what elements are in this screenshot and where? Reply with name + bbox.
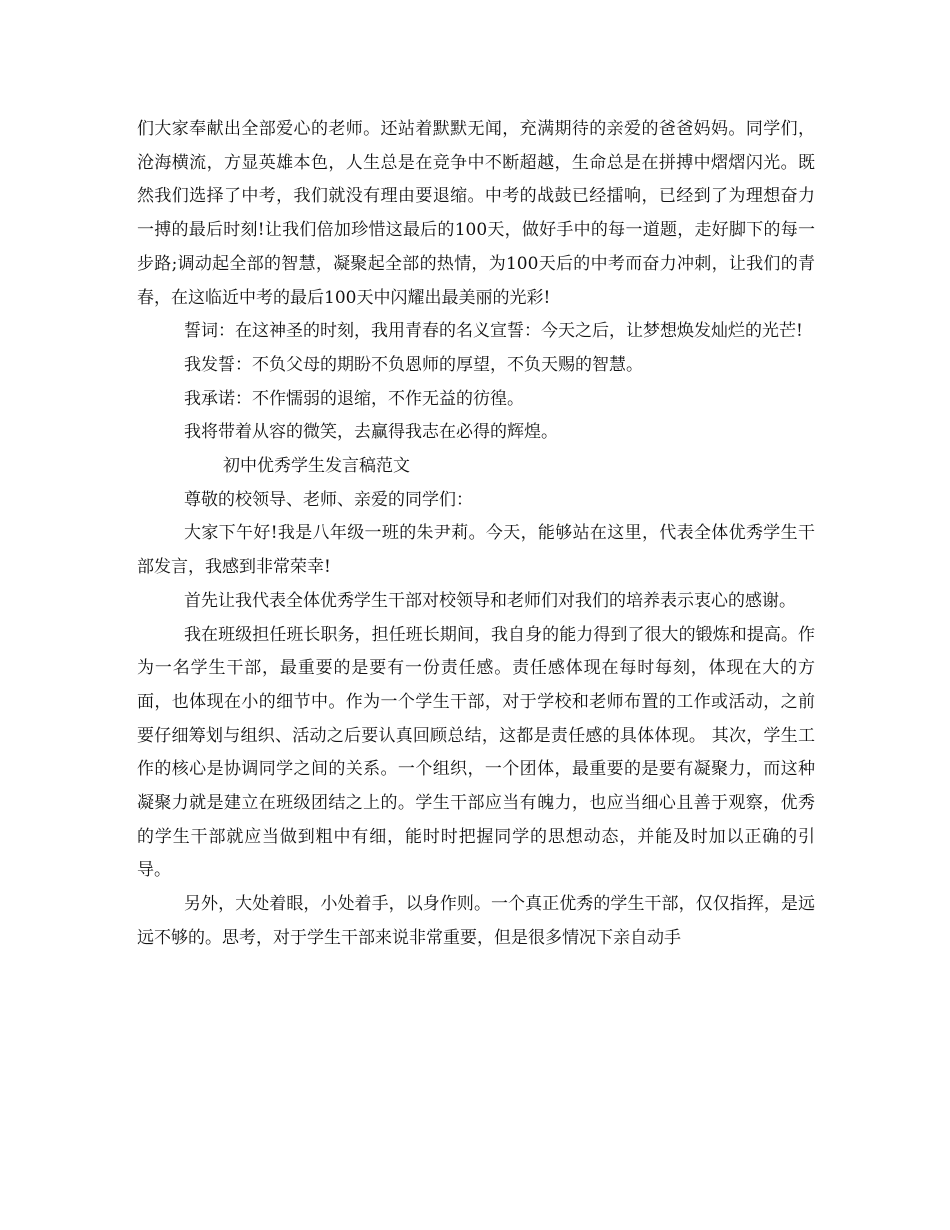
paragraph-smile: 我将带着从容的微笑，去赢得我志在必得的辉煌。 <box>184 422 558 443</box>
paragraph-promise: 我承诺：不作懦弱的退缩，不作无益的彷徨。 <box>184 388 524 409</box>
paragraph-responsibility: 我在班级担任班长职务，担任班长期间，我自身的能力得到了很大的锻炼和提高。作为一名学生干部，最重要的是要有一份责任感。责任感体现在每时每刻，体现在大的方面，也体现在小的细节中。作为一个学生干部，对于学校和老师布置的工作或活动，之前要仔细筹划与组织、活动之后要认真回顾总结，这都是责任感的具体体现。 其次，学生工作的核心是协调同学之间的关系。一个组织，一个团体，最重要的是要有凝聚力，而这种凝聚力就是建立在班级团结之上的。学生干部应当有魄力，也应当细心且善于观察，优秀的学生干部就应当做到粗中有细，能时时把握同学的思想动态，并能及时加以正确的引导。 <box>137 624 815 881</box>
paragraph-oath: 誓词：在这神圣的时刻，我用青春的名义宣誓：今天之后，让梦想焕发灿烂的光芒! <box>184 321 803 342</box>
section-title: 初中优秀学生发言稿范文 <box>223 456 410 477</box>
paragraph-greeting: 大家下午好!我是八年级一班的朱尹莉。今天，能够站在这里，代表全体优秀学生干部发言，我感到非常荣幸! <box>137 523 815 578</box>
paragraph-thanks: 首先让我代表全体优秀学生干部对校领导和老师们对我们的培养表示衷心的感谢。 <box>184 590 796 611</box>
paragraph-continuation: 们大家奉献出全部爱心的老师。还站着默默无闻，充满期待的亲爱的爸爸妈妈。同学们，沧海横流，方显英雄本色，人生总是在竞争中不断超越，生命总是在拼搏中熠熠闪光。既然我们选择了中考，我们就没有理由要退缩。中考的战鼓已经擂响，已经到了为理想奋力一搏的最后时刻!让我们倍加珍惜这最后的100天，做好手中的每一道题，走好脚下的每一步路;调动起全部的智慧，凝聚起全部的热情，为100天后的中考而奋力冲刺，让我们的青春，在这临近中考的最后100天中闪耀出最美丽的光彩! <box>137 119 815 308</box>
salutation: 尊敬的校领导、老师、亲爱的同学们： <box>184 489 473 510</box>
document-body <box>137 113 815 956</box>
paragraph-vow: 我发誓：不负父母的期盼不负恩师的厚望，不负天赐的智慧。 <box>184 354 643 375</box>
paragraph-example: 另外，大处着眼，小处着手，以身作则。一个真正优秀的学生干部，仅仅指挥，是远远不够的。思考，对于学生干部来说非常重要，但是很多情况下亲自动手 <box>137 894 815 948</box>
